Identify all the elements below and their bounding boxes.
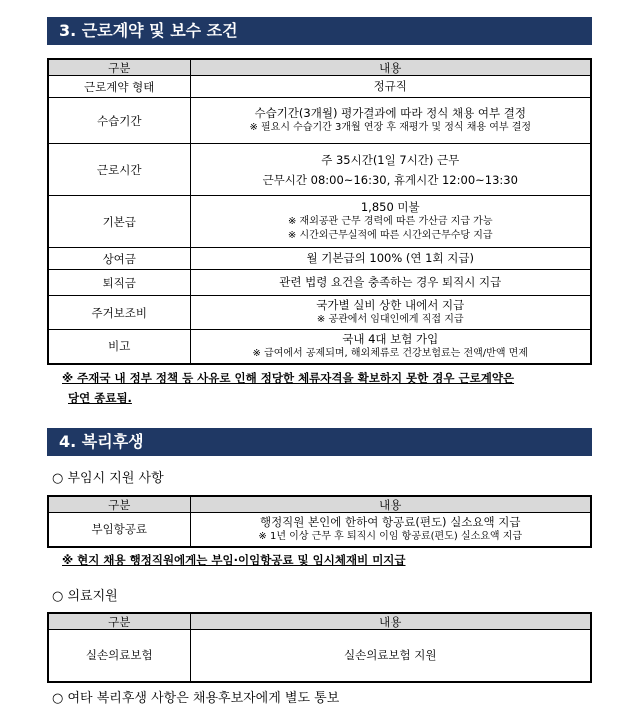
table-row xyxy=(48,296,591,330)
table-row xyxy=(48,196,591,248)
relocation-note-text: ※ 현지 채용 행정직원에게는 부임·이임항공료 및 임시체재비 미지급 xyxy=(62,553,406,567)
table-header-row xyxy=(48,59,591,76)
column-header-category: 구분 xyxy=(48,613,190,630)
medical-support-heading: ○ 의료지원 xyxy=(52,589,118,604)
medical-table xyxy=(47,612,592,683)
table-row xyxy=(48,98,591,144)
row-content: 관련 법령 요건을 충족하는 경우 퇴직시 지급 xyxy=(190,270,591,296)
table-row xyxy=(48,513,591,547)
relocation-note xyxy=(62,550,406,570)
section-3-header: 3. 근로계약 및 보수 조건 xyxy=(47,17,592,45)
footnote-line-2: 당연 종료됨. xyxy=(68,391,132,405)
row-content: 월 기본급의 100% (연 1회 지급) xyxy=(190,248,591,270)
column-header-category: 구분 xyxy=(48,59,190,76)
row-content: 국내 4대 보험 가입 ※ 급여에서 공제되며, 해외체류로 건강보험료는 전액/반액 면제 xyxy=(190,330,591,364)
column-header-content: 내용 xyxy=(190,59,591,76)
employment-conditions-table xyxy=(47,58,592,365)
relocation-support-heading: ○ 부임시 지원 사항 xyxy=(52,471,164,486)
table-header-row xyxy=(48,613,591,630)
relocation-table xyxy=(47,495,592,548)
table-row xyxy=(48,270,591,296)
other-benefits-note: ○ 여타 복리후생 사항은 채용후보자에게 별도 통보 xyxy=(52,691,340,706)
row-label: 퇴직금 xyxy=(48,270,190,296)
row-label: 부임항공료 xyxy=(48,513,190,547)
row-content: 실손의료보험 지원 xyxy=(190,630,591,682)
table-row xyxy=(48,248,591,270)
table-row xyxy=(48,330,591,364)
row-label: 수습기간 xyxy=(48,98,190,144)
section-4-header: 4. 복리후생 xyxy=(47,428,592,456)
row-label: 상여금 xyxy=(48,248,190,270)
row-label: 기본급 xyxy=(48,196,190,248)
row-content: 주 35시간(1일 7시간) 근무 근무시간 08:00~16:30, 휴게시간 12:00~13:30 xyxy=(190,144,591,196)
table-header-row xyxy=(48,496,591,513)
row-label: 주거보조비 xyxy=(48,296,190,330)
row-content: 수습기간(3개월) 평가결과에 따라 정식 채용 여부 결정 ※ 필요시 수습기간 3개월 연장 후 재평가 및 정식 채용 여부 결정 xyxy=(190,98,591,144)
contract-termination-footnote xyxy=(62,368,602,408)
table-row xyxy=(48,144,591,196)
column-header-category: 구분 xyxy=(48,496,190,513)
row-content: 1,850 미불 ※ 재외공관 근무 경력에 따른 가산금 지급 가능 ※ 시간외근무실적에 따른 시간외근무수당 지급 xyxy=(190,196,591,248)
row-content: 정규직 xyxy=(190,76,591,98)
row-label: 실손의료보험 xyxy=(48,630,190,682)
row-content: 국가별 실비 상한 내에서 지급 ※ 공관에서 임대인에게 직접 지급 xyxy=(190,296,591,330)
column-header-content: 내용 xyxy=(190,613,591,630)
footnote-line-1: ※ 주재국 내 정부 정책 등 사유로 인해 정당한 체류자격을 확보하지 못한 경우 근로계약은 xyxy=(62,371,515,385)
row-label: 비고 xyxy=(48,330,190,364)
row-label: 근로계약 형태 xyxy=(48,76,190,98)
table-row xyxy=(48,630,591,682)
column-header-content: 내용 xyxy=(190,496,591,513)
table-row xyxy=(48,76,591,98)
row-label: 근로시간 xyxy=(48,144,190,196)
row-content: 행정직원 본인에 한하여 항공료(편도) 실소요액 지급 ※ 1년 이상 근무 후 퇴직시 이임 항공료(편도) 실소요액 지급 xyxy=(190,513,591,547)
